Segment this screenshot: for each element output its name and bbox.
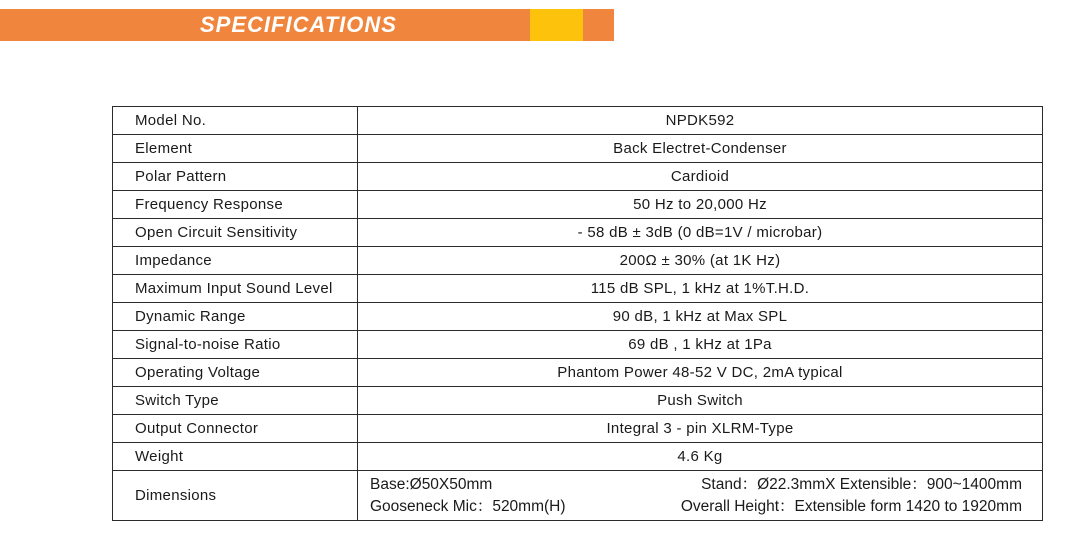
spec-label: Dimensions: [113, 471, 358, 521]
spec-row: [113, 191, 1043, 219]
spec-label: Polar Pattern: [113, 163, 358, 191]
spec-label: Dynamic Range: [113, 303, 358, 331]
dimension-overall: Overall Height：Extensible form 1420 to 1920mm: [680, 497, 1022, 515]
spec-label: Open Circuit Sensitivity: [113, 219, 358, 247]
spec-value: Integral 3 - pin XLRM-Type: [358, 415, 1043, 443]
spec-label: Frequency Response: [113, 191, 358, 219]
spec-value: NPDK592: [358, 107, 1043, 135]
spec-row-dimensions: [113, 471, 1043, 521]
spec-row: [113, 107, 1043, 135]
spec-row: [113, 359, 1043, 387]
spec-row: [113, 219, 1043, 247]
spec-row: [113, 415, 1043, 443]
dimension-base: Base:Ø50X50mm: [370, 475, 493, 493]
spec-label: Signal-to-noise Ratio: [113, 331, 358, 359]
spec-row: [113, 163, 1043, 191]
spec-value: 50 Hz to 20,000 Hz: [358, 191, 1043, 219]
spec-row: [113, 247, 1043, 275]
spec-label: Element: [113, 135, 358, 163]
spec-value: 90 dB, 1 kHz at Max SPL: [358, 303, 1043, 331]
spec-label: Impedance: [113, 247, 358, 275]
dimensions-line-1: [358, 474, 1042, 496]
dimension-gooseneck: Gooseneck Mic：520mm(H): [370, 497, 566, 515]
spec-value-dimensions: [358, 471, 1043, 521]
spec-row: [113, 275, 1043, 303]
spec-value: 69 dB , 1 kHz at 1Pa: [358, 331, 1043, 359]
spec-row: [113, 331, 1043, 359]
section-title: SPECIFICATIONS: [200, 12, 397, 37]
spec-value: 115 dB SPL, 1 kHz at 1%T.H.D.: [358, 275, 1043, 303]
dimension-stand: Stand：Ø22.3mmX Extensible：900~1400mm: [701, 475, 1022, 493]
spec-value: Push Switch: [358, 387, 1043, 415]
spec-value: - 58 dB ± 3dB (0 dB=1V / microbar): [358, 219, 1043, 247]
spec-label: Switch Type: [113, 387, 358, 415]
spec-row: [113, 387, 1043, 415]
spec-label: Model No.: [113, 107, 358, 135]
spec-label: Operating Voltage: [113, 359, 358, 387]
specifications-table: [112, 106, 1043, 521]
dimensions-line-2: [358, 496, 1042, 518]
spec-label: Maximum Input Sound Level: [113, 275, 358, 303]
spec-value: Phantom Power 48-52 V DC, 2mA typical: [358, 359, 1043, 387]
spec-label: Weight: [113, 443, 358, 471]
section-banner: [0, 9, 614, 41]
banner-accent-block: [530, 9, 583, 41]
spec-value: Back Electret-Condenser: [358, 135, 1043, 163]
spec-row: [113, 303, 1043, 331]
spec-value: 200Ω ± 30% (at 1K Hz): [358, 247, 1043, 275]
spec-value: 4.6 Kg: [358, 443, 1043, 471]
spec-row: [113, 135, 1043, 163]
spec-row: [113, 443, 1043, 471]
spec-value: Cardioid: [358, 163, 1043, 191]
spec-label: Output Connector: [113, 415, 358, 443]
